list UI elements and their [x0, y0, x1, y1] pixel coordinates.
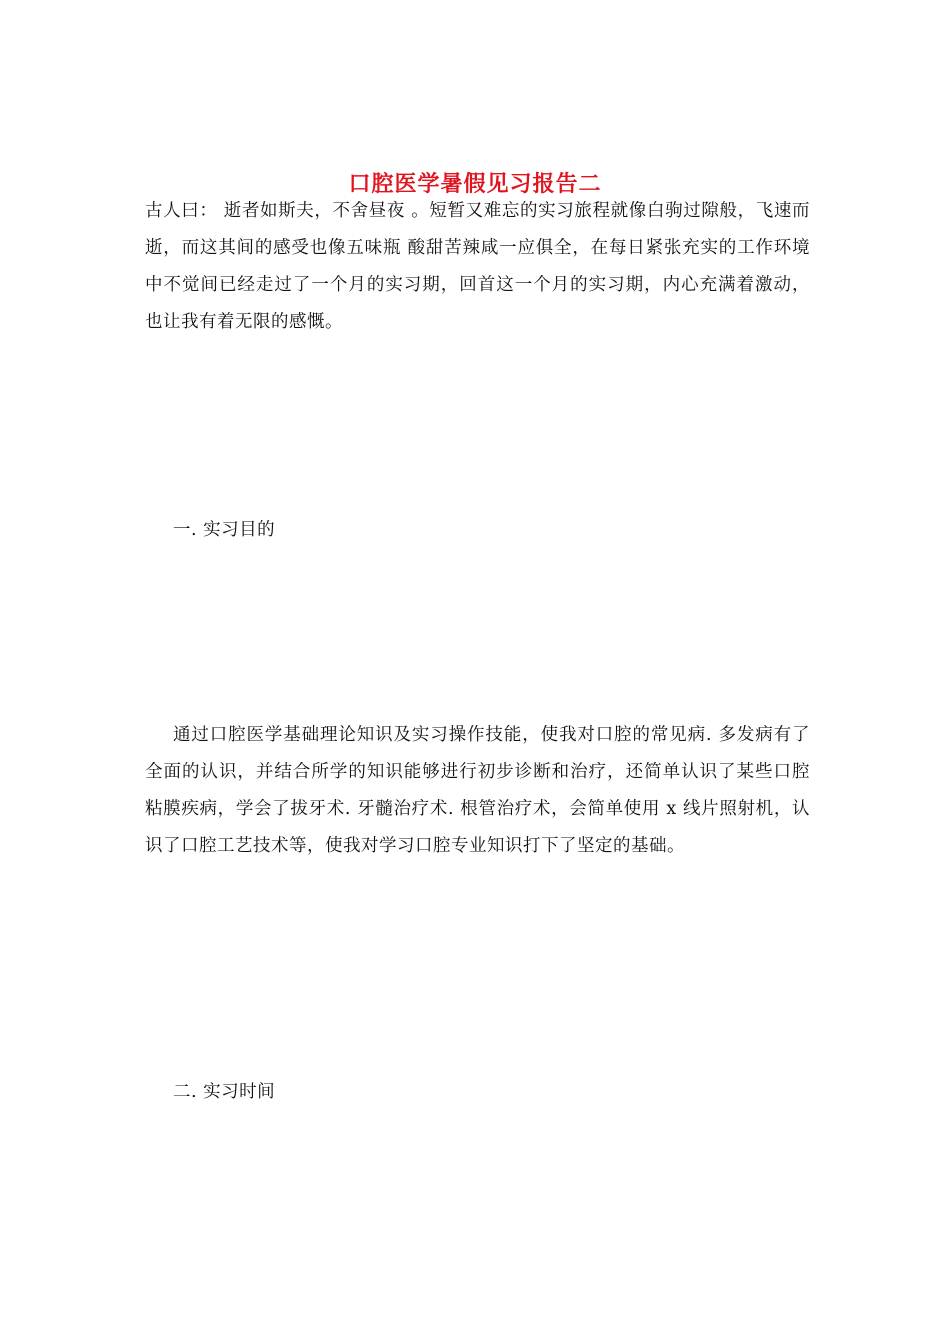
section-body-purpose: 通过口腔医学基础理论知识及实习操作技能，使我对口腔的常见病. 多发病有了全面的认识，并结合所学的知识能够进行初步诊断和治疗，还简单认识了某些口腔粘膜疾病，学会了拔牙术. 牙髓治疗术. 根管治疗术，会简单使用 x 线片照射机，认识了口腔工艺技术等，使我对学习口腔专业知识打下了坚定的基础。: [145, 725, 810, 856]
section-heading-time: 二. 实习时间: [173, 1082, 276, 1102]
intro-paragraph: 古人曰： 逝者如斯夫，不舍昼夜 。短暂又难忘的实习旅程就像白驹过隙般，飞速而逝，而这其间的感受也像五味瓶 酸甜苦辣咸一应俱全，在每日紧张充实的工作环境中不觉间已经走过了一个月的实习期，回首这一个月的实习期，内心充满着激动，也让我有着无限的感慨。: [145, 201, 810, 332]
section-heading-purpose: 一. 实习目的: [173, 520, 276, 540]
document-title: 口腔医学暑假见习报告二: [348, 170, 602, 197]
